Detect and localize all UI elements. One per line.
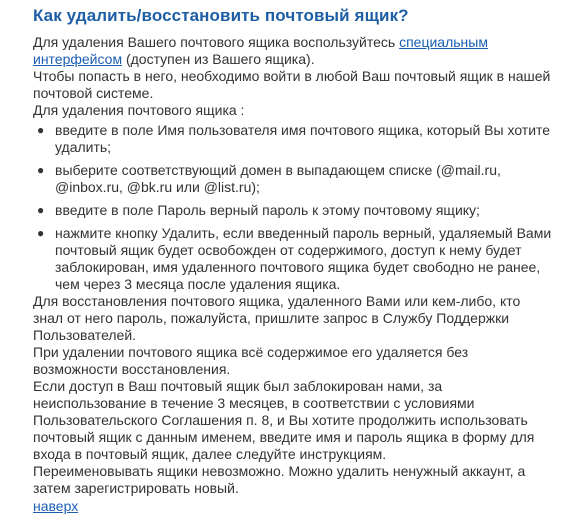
- rename-paragraph: Переименовывать ящики невозможно. Можно удалить ненужный аккаунт, а затем зарегистрировать новый.: [33, 463, 526, 496]
- blocked-access-paragraph: Если доступ в Ваш почтовый ящик был заблокирован нами, за неиспользование в течение 3 месяцев, в соответствии с условиями Пользовательского Соглашения п. 8, и Вы хотите продолжить использовать почтовый ящик с данным именем, введите имя и пароль ящика в форму для входа в почтовый ящик, далее следуйте инструкциям.: [33, 378, 535, 462]
- content-loss-paragraph: При удалении почтового ящика всё содержимое его удаляется без возможности восстановления.: [33, 344, 469, 377]
- list-item-text: нажмите кнопку Удалить, если введенный пароль верный, удаляемый Вами почтовый ящик будет освобожден от содержимого, доступ к нему будет заблокирован, имя удаленного почтового ящика будет свободно не ранее, чем через 3 месяца после удаления ящика.: [55, 225, 552, 292]
- intro-text-before-link: Для удаления Вашего почтового ящика воспользуйтесь: [33, 34, 400, 50]
- delete-steps-list: [33, 122, 553, 293]
- intro-paragraph: [33, 34, 553, 68]
- list-item: [33, 122, 553, 156]
- intro-text-after-link: (доступен из Вашего ящика).: [122, 51, 315, 67]
- bullet-icon: ●: [37, 163, 45, 177]
- special-interface-link[interactable]: специальным интерфейсом: [33, 34, 488, 67]
- bullet-icon: ●: [37, 203, 45, 217]
- list-item: [33, 162, 553, 196]
- list-item: [33, 202, 553, 219]
- list-item-text: выберите соответствующий домен в выпадающем списке (@mail.ru, @inbox.ru, @bk.ru или @list.ru);: [55, 162, 501, 195]
- bullet-icon: ●: [37, 226, 45, 240]
- list-item-text: введите в поле Пароль верный пароль к этому почтовому ящику;: [55, 202, 480, 218]
- delete-steps-heading: Для удаления почтового ящика :: [33, 102, 245, 118]
- article-body: [33, 34, 553, 515]
- bullet-icon: ●: [37, 123, 45, 137]
- login-required-paragraph: Чтобы попасть в него, необходимо войти в любой Ваш почтовый ящик в нашей почтовой системе.: [33, 68, 551, 101]
- back-to-top-link[interactable]: наверх: [33, 498, 79, 514]
- list-item: [33, 225, 553, 293]
- restore-paragraph: Для восстановления почтового ящика, удаленного Вами или кем-либо, кто знал от него пароль, пожалуйста, пришлите запрос в Службу Поддержки Пользователей.: [33, 293, 521, 343]
- article-title: Как удалить/восстановить почтовый ящик?: [33, 6, 409, 25]
- list-item-text: введите в поле Имя пользователя имя почтового ящика, который Вы хотите удалить;: [55, 122, 551, 155]
